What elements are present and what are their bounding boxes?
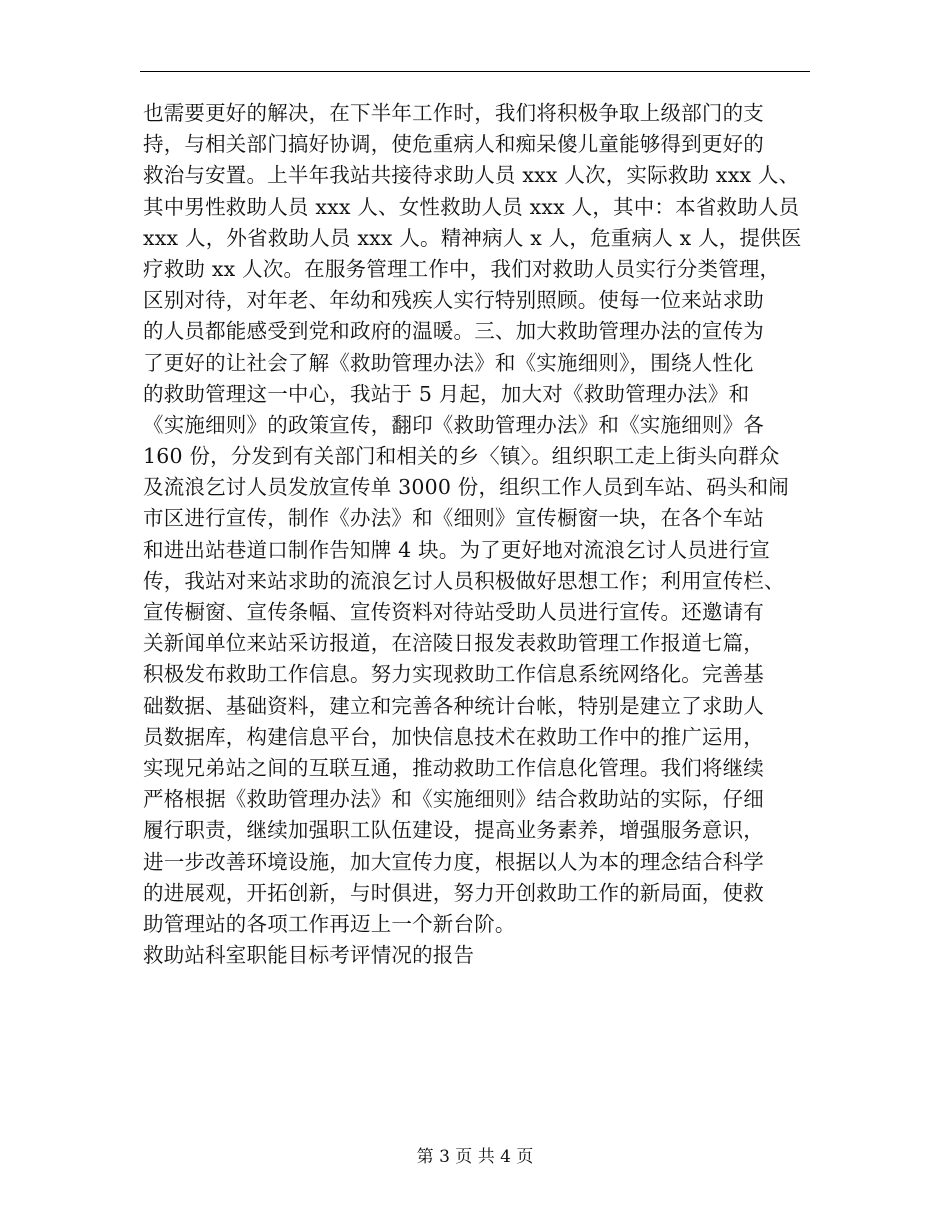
body-line: 《实施细则》的政策宣传，翻印《救助管理办法》和《实施细则》各 — [143, 412, 764, 437]
body-line: 传，我站对来站求助的流浪乞讨人员积极做好思想工作；利用宣传栏、 — [143, 568, 785, 593]
body-line: 履行职责，继续加强职工队伍建设，提高业务素养，增强服务意识， — [143, 818, 764, 843]
body-line: 员数据库，构建信息平台，加快信息技术在救助工作中的推广运用， — [143, 724, 764, 749]
body-line: 及流浪乞讨人员发放宣传单 3000 份，组织工作人员到车站、码头和闹 — [143, 475, 790, 500]
document-body — [143, 98, 843, 971]
body-line: 持，与相关部门搞好协调，使危重病人和痴呆傻儿童能够得到更好的 — [143, 132, 764, 157]
body-line: xxx 人，外省救助人员 xxx 人。精神病人 x 人，危重病人 x 人，提供医 — [143, 225, 802, 250]
body-line: 也需要更好的解决，在下半年工作时，我们将积极争取上级部门的支 — [143, 101, 764, 125]
body-line: 的救助管理这一中心，我站于 5 月起，加大对《救助管理办法》和 — [143, 381, 750, 406]
body-line: 进一步改善环境设施，加大宣传力度，根据以人为本的理念结合科学 — [143, 849, 764, 874]
body-line: 严格根据《救助管理办法》和《实施细则》结合救助站的实际，仔细 — [143, 787, 764, 812]
body-line: 疗救助 xx 人次。在服务管理工作中，我们对救助人员实行分类管理， — [143, 256, 781, 281]
body-line: 助管理站的各项工作再迈上一个新台阶。 — [143, 911, 516, 936]
body-line: 础数据、基础资料，建立和完善各种统计台帐，特别是建立了求助人 — [143, 693, 764, 718]
body-line: 区别对待，对年老、年幼和残疾人实行特别照顾。使每一位来站求助 — [143, 288, 764, 313]
body-line: 和进出站巷道口制作告知牌 4 块。为了更好地对流浪乞讨人员进行宣 — [143, 537, 770, 562]
body-line: 的人员都能感受到党和政府的温暖。三、加大救助管理办法的宣传为 — [143, 319, 764, 344]
body-line: 宣传橱窗、宣传条幅、宣传资料对待站受助人员进行宣传。还邀请有 — [143, 600, 764, 624]
body-line: 了更好的让社会了解《救助管理办法》和《实施细则》，围绕人性化 — [143, 350, 754, 375]
body-line: 积极发布救助工作信息。努力实现救助工作信息系统网络化。完善基 — [143, 662, 764, 687]
page-number-footer: 第 3 页 共 4 页 — [416, 1147, 534, 1167]
body-line: 160 份，分发到有关部门和相关的乡〈镇〉。组织职工走上街头向群众 — [143, 444, 780, 469]
body-line: 市区进行宣传，制作《办法》和《细则》宣传橱窗一块，在各个车站 — [143, 506, 764, 531]
body-line: 实现兄弟站之间的互联互通，推动救助工作信息化管理。我们将继续 — [143, 755, 764, 780]
body-line: 的进展观，开拓创新，与时俱进，努力开创救助工作的新局面，使救 — [143, 880, 764, 905]
section-heading: 救助站科室职能目标考评情况的报告 — [143, 943, 475, 968]
header-rule — [140, 71, 810, 72]
body-line: 救治与安置。上半年我站共接待求助人员 xxx 人次，实际救助 xxx 人、 — [143, 163, 800, 188]
body-line: 关新闻单位来站采访报道，在涪陵日报发表救助管理工作报道七篇， — [143, 631, 764, 656]
body-line: 其中男性救助人员 xxx 人、女性救助人员 xxx 人，其中：本省救助人员 — [143, 194, 800, 219]
